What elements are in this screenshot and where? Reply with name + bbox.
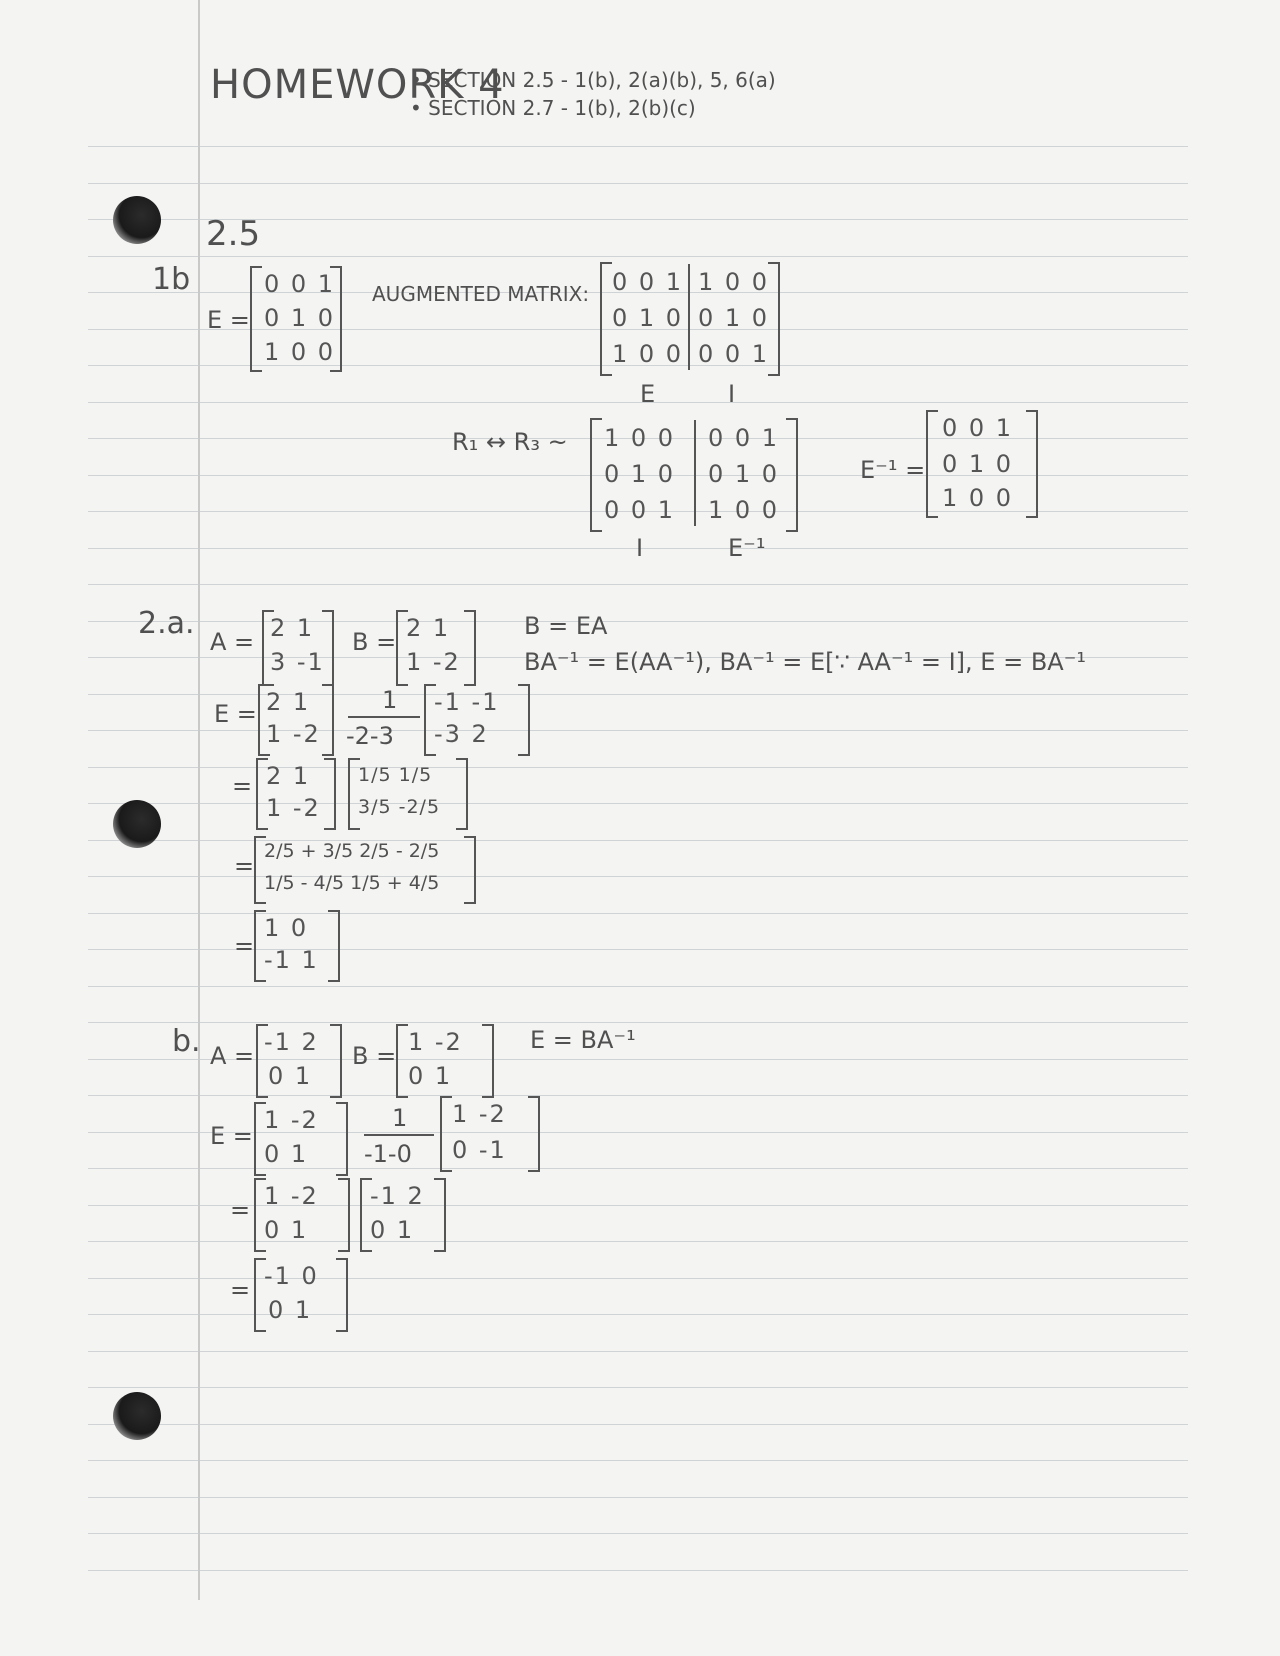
matrix-row: 0 1 [408, 1062, 453, 1090]
matrix-row: 0 0 1 [604, 496, 676, 524]
matrix-row: 0 1 [264, 1140, 309, 1168]
bracket [330, 1024, 342, 1098]
matrix-row: 3/5 -2/5 [358, 796, 441, 818]
ruled-line [88, 840, 1188, 841]
ruled-line [88, 402, 1188, 403]
matrix-row: 1/5 1/5 [358, 764, 433, 786]
header-line-1: • SECTION 2.5 - 1(b), 2(a)(b), 5, 6(a) [410, 68, 776, 92]
matrix-row: 1 -2 [408, 1028, 463, 1056]
matrix-row: 0 0 1 [612, 268, 684, 296]
matrix-row: 0 1 [370, 1216, 415, 1244]
punch-hole-middle [113, 800, 161, 848]
ruled-line [88, 1351, 1188, 1352]
bracket [324, 758, 336, 830]
matrix-row: 0 0 1 [264, 270, 336, 298]
matrix-row: 2 1 [406, 614, 451, 642]
matrix-row: 1 -2 [266, 720, 321, 748]
under-label: I [728, 380, 736, 408]
matrix-row: 1 0 0 [604, 424, 676, 452]
matrix-row: 1 -2 [452, 1100, 507, 1128]
bracket [338, 1178, 350, 1252]
fraction-denominator: -2-3 [346, 722, 394, 750]
bracket [456, 758, 468, 830]
matrix-row: 0 1 0 [264, 304, 336, 332]
bracket [464, 836, 476, 904]
ruled-line [88, 1570, 1188, 1571]
matrix-row: 0 -1 [452, 1136, 507, 1164]
ruled-line [88, 1205, 1188, 1206]
matrix-row: 2/5 + 3/5 2/5 - 2/5 [264, 840, 440, 862]
matrix-row: 0 1 [268, 1296, 313, 1324]
bracket [464, 610, 476, 686]
ruled-line [88, 1424, 1188, 1425]
bracket [482, 1024, 494, 1098]
row-operation: R₁ ↔ R₃ ~ [452, 428, 568, 456]
matrix-row: 1/5 - 4/5 1/5 + 4/5 [264, 872, 440, 894]
ruled-line [88, 767, 1188, 768]
matrix-row: -1 0 [264, 1262, 319, 1290]
matrix-row: 0 1 [264, 1216, 309, 1244]
fraction-numerator: 1 [382, 686, 398, 714]
bracket [528, 1096, 540, 1172]
ruled-line [88, 256, 1188, 257]
ruled-line [88, 1241, 1188, 1242]
matrix-row: 2 1 [266, 762, 311, 790]
bracket [322, 684, 334, 756]
ruled-line [88, 1168, 1188, 1169]
fraction-denominator: -1-0 [364, 1140, 412, 1168]
equation-line: B = EA [524, 612, 608, 640]
ruled-line [88, 1095, 1188, 1096]
equals-sign: = [230, 1276, 251, 1304]
matrix-row: -1 2 [264, 1028, 319, 1056]
matrix-row: -3 2 [434, 720, 489, 748]
bracket [328, 910, 340, 982]
ruled-line [88, 1460, 1188, 1461]
bracket [518, 684, 530, 756]
fraction-numerator: 1 [392, 1104, 408, 1132]
bracket [336, 1258, 348, 1332]
ruled-line [88, 803, 1188, 804]
equals-sign: = [234, 852, 255, 880]
matrix-row: 3 -1 [270, 648, 325, 676]
matrix-row: 0 1 [268, 1062, 313, 1090]
ruled-line [88, 986, 1188, 987]
fraction-bar [364, 1134, 434, 1136]
matrix-a-label: A = [210, 628, 255, 656]
matrix-row: 1 0 0 [612, 340, 684, 368]
matrix-row: 0 0 1 [942, 414, 1014, 442]
matrix-einv-label: E⁻¹ = [860, 456, 926, 484]
bracket [1026, 410, 1038, 518]
e-label: E = [210, 1122, 253, 1150]
augment-divider [688, 264, 690, 370]
header-line-2: • SECTION 2.7 - 1(b), 2(b)(c) [410, 96, 696, 120]
matrix-row: 0 1 0 [708, 460, 780, 488]
under-label: E⁻¹ [728, 534, 766, 562]
matrix-row: 1 0 0 [698, 268, 770, 296]
matrix-row: 0 1 0 [612, 304, 684, 332]
ruled-line [88, 183, 1188, 184]
matrix-row: 1 0 0 [708, 496, 780, 524]
matrix-row: 0 0 1 [698, 340, 770, 368]
ruled-line [88, 1314, 1188, 1315]
fraction-bar [348, 716, 420, 718]
matrix-row: 0 0 1 [708, 424, 780, 452]
matrix-row: 1 0 [264, 914, 309, 942]
punch-hole-bottom [113, 1392, 161, 1440]
matrix-b-label: B = [352, 1042, 397, 1070]
matrix-row: 0 1 0 [604, 460, 676, 488]
matrix-b-label: B = [352, 628, 397, 656]
e-label: E = [214, 700, 257, 728]
augment-divider [694, 420, 696, 526]
matrix-row: 0 1 0 [942, 450, 1014, 478]
bracket [590, 418, 602, 532]
bracket [440, 1096, 452, 1172]
equation-line: E = BA⁻¹ [530, 1026, 636, 1054]
bracket [336, 1102, 348, 1176]
ruled-line [88, 1022, 1188, 1023]
bracket [786, 418, 798, 532]
under-label: E [640, 380, 656, 408]
matrix-row: 1 -2 [266, 794, 321, 822]
equation-line: BA⁻¹ = E(AA⁻¹), BA⁻¹ = E[∵ AA⁻¹ = I], E = BA⁻¹ [524, 648, 1087, 676]
punch-hole-top [113, 196, 161, 244]
problem-1b-label: 1b [152, 262, 191, 297]
bracket [396, 1024, 408, 1098]
problem-2b-label: b. [172, 1024, 201, 1059]
page-title: HOMEWORK 4 [210, 62, 505, 108]
equals-sign: = [234, 932, 255, 960]
margin-line [198, 0, 200, 1600]
ruled-line [88, 1278, 1188, 1279]
matrix-row: 0 1 0 [698, 304, 770, 332]
problem-2a-label: 2.a. [138, 606, 195, 641]
ruled-line [88, 1132, 1188, 1133]
bracket [926, 410, 938, 518]
ruled-line [88, 584, 1188, 585]
ruled-line [88, 146, 1188, 147]
ruled-line [88, 730, 1188, 731]
matrix-e-label: E = [207, 306, 250, 334]
ruled-line [88, 1533, 1188, 1534]
equals-sign: = [230, 1196, 251, 1224]
matrix-row: 1 0 0 [264, 338, 336, 366]
section-number: 2.5 [206, 214, 261, 254]
bracket [768, 262, 780, 376]
ruled-line [88, 694, 1188, 695]
bracket [434, 1178, 446, 1252]
matrix-row: -1 -1 [434, 688, 500, 716]
matrix-row: 1 -2 [406, 648, 461, 676]
matrix-row: -1 1 [264, 946, 319, 974]
matrix-a-label: A = [210, 1042, 255, 1070]
matrix-row: 1 -2 [264, 1182, 319, 1210]
matrix-row: -1 2 [370, 1182, 425, 1210]
ruled-line [88, 1387, 1188, 1388]
matrix-row: 1 0 0 [942, 484, 1014, 512]
ruled-line [88, 913, 1188, 914]
equals-sign: = [232, 772, 253, 800]
matrix-row: 2 1 [266, 688, 311, 716]
augmented-matrix-label: AUGMENTED MATRIX: [372, 282, 590, 306]
matrix-row: 2 1 [270, 614, 315, 642]
under-label: I [636, 534, 644, 562]
bracket [600, 262, 612, 376]
ruled-line [88, 1497, 1188, 1498]
matrix-row: 1 -2 [264, 1106, 319, 1134]
bracket [250, 266, 262, 372]
ruled-line [88, 621, 1188, 622]
